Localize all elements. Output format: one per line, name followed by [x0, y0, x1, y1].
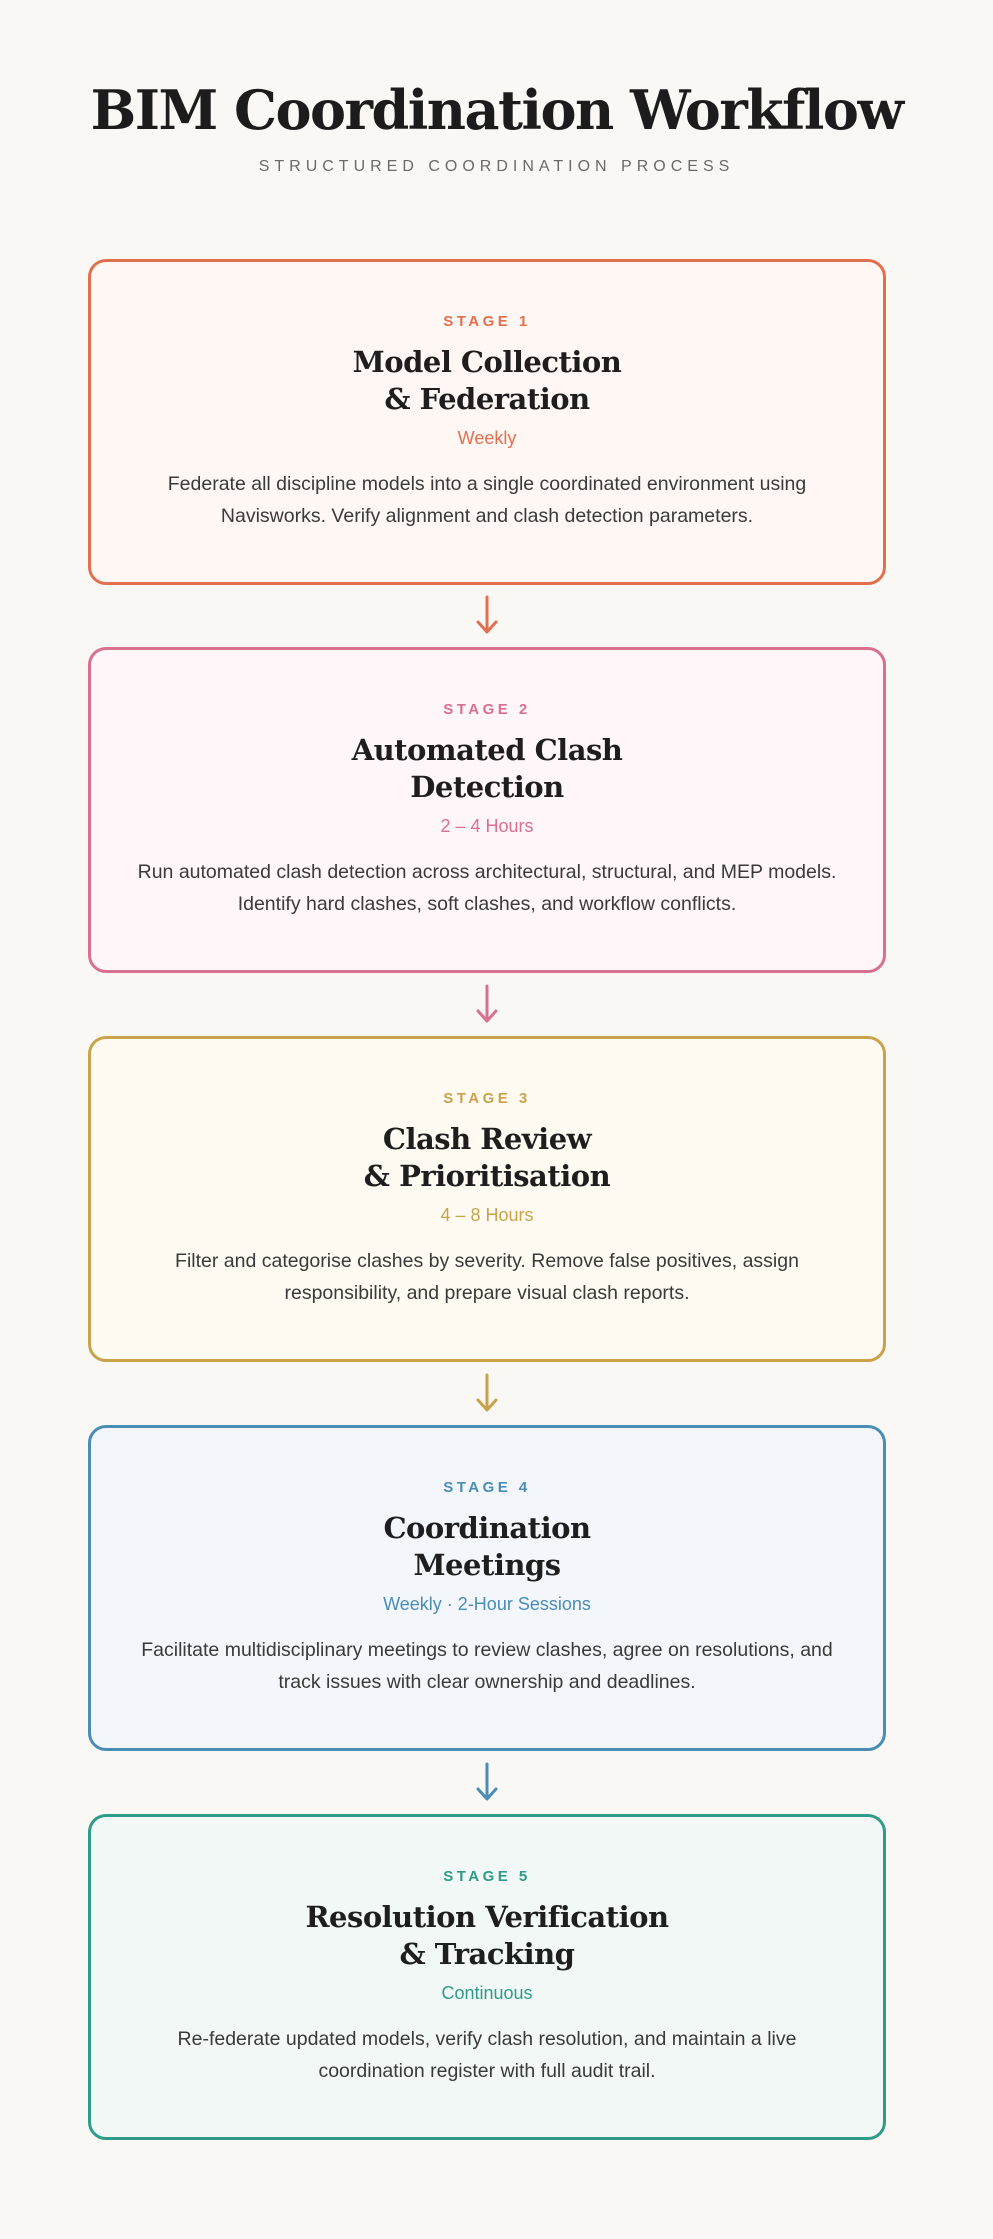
- stage-title: [91, 344, 883, 418]
- stage-title: [91, 1899, 883, 1973]
- stage-label: STAGE 5: [443, 1868, 531, 1885]
- stage-title: [91, 732, 883, 806]
- stage-title-line: Model Collection: [352, 345, 622, 379]
- stage-duration: 4 – 8 Hours: [440, 1205, 534, 1225]
- stage-description: Run automated clash detection across architectural, structural, and MEP models. Identify hard clashes, soft clashes, and workflow conflicts.: [137, 861, 837, 915]
- arrow-down-icon: [472, 1761, 502, 1803]
- stage-label: STAGE 3: [443, 1090, 531, 1107]
- stage-description: Filter and categorise clashes by severity. Remove false positives, assign responsibility, and prepare visual clash reports.: [175, 1250, 799, 1304]
- arrow-down-icon: [472, 594, 502, 636]
- arrow-down-icon: [472, 983, 502, 1025]
- stage-card-1: [88, 259, 886, 585]
- stage-title-line: & Prioritisation: [363, 1159, 611, 1193]
- stage-title-line: Clash Review: [382, 1122, 592, 1156]
- stage-card-2: [88, 647, 886, 973]
- stage-duration: Continuous: [441, 1983, 533, 2003]
- page-title: BIM Coordination Workflow: [90, 78, 903, 142]
- stage-label: STAGE 4: [443, 1479, 531, 1496]
- stage-title: [91, 1510, 883, 1584]
- stage-title-line: & Federation: [384, 382, 590, 416]
- stage-duration: Weekly · 2-Hour Sessions: [383, 1594, 591, 1614]
- stage-label: STAGE 2: [443, 701, 531, 718]
- stage-description: Facilitate multidisciplinary meetings to review clashes, agree on resolutions, and track issues with clear ownership and deadlines.: [141, 1639, 833, 1693]
- page-header: [0, 74, 993, 176]
- stage-description: Re-federate updated models, verify clash resolution, and maintain a live coordination register with full audit trail.: [177, 2028, 797, 2082]
- stage-card-5: [88, 1814, 886, 2140]
- arrow-down-icon: [472, 1372, 502, 1414]
- stage-title-line: Detection: [410, 770, 564, 804]
- stage-card-4: [88, 1425, 886, 1751]
- stage-duration: 2 – 4 Hours: [440, 816, 534, 836]
- stage-title-line: Automated Clash: [351, 733, 623, 767]
- stage-title-line: Meetings: [413, 1548, 561, 1582]
- stage-title-line: Coordination: [383, 1511, 591, 1545]
- stage-title-line: Resolution Verification: [305, 1900, 669, 1934]
- page-subtitle: STRUCTURED COORDINATION PROCESS: [258, 158, 735, 175]
- stage-title-line: & Tracking: [399, 1937, 575, 1971]
- stage-duration: Weekly: [457, 428, 517, 448]
- stage-card-3: [88, 1036, 886, 1362]
- stage-label: STAGE 1: [443, 313, 531, 330]
- stage-title: [91, 1121, 883, 1195]
- stage-description: Federate all discipline models into a single coordinated environment using Navisworks. Verify alignment and clash detection parameters.: [167, 473, 807, 527]
